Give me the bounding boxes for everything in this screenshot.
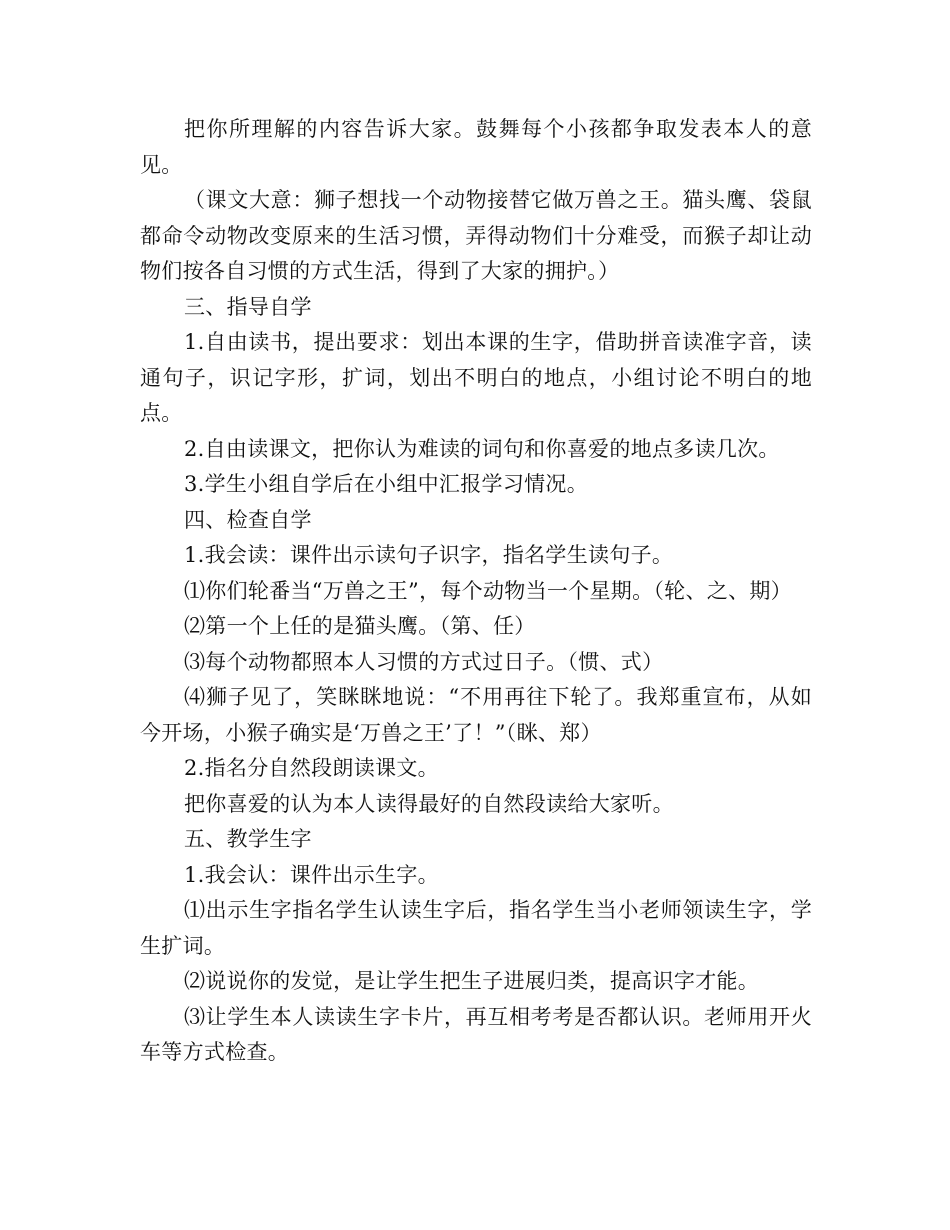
paragraph: ⑴出示生字指名学生认读生字后，指名学生当小老师领读生字，学生扩词。 xyxy=(140,898,812,958)
section-heading: 四、检查自学 xyxy=(184,507,312,532)
section-heading: 五、教学生字 xyxy=(184,827,312,851)
paragraph: 把你所理解的内容告诉大家。鼓舞每个小孩都争取发表本人的意见。 xyxy=(140,117,812,177)
paragraph: ⑵第一个上任的是猫头鹰。（第、任） xyxy=(184,614,536,638)
paragraph: 把你喜爱的认为本人读得最好的自然段读给大家听。 xyxy=(184,791,674,816)
paragraph: ⑶让学生本人读读生字卡片，再互相考考是否都认识。老师用开火车等方式检查。 xyxy=(140,1004,812,1064)
section-heading: 三、指导自学 xyxy=(184,294,312,319)
paragraph: ⑷狮子见了，笑眯眯地说：“不用再往下轮了。我郑重宣布，从如今开场，小猴子确实是‘万兽之王’了！”（眯、郑） xyxy=(140,685,812,745)
paragraph: 3.学生小组自学后在小组中汇报学习情况。 xyxy=(184,472,589,496)
paragraph: 2.自由读课文，把你认为难读的词句和你喜爱的地点多读几次。 xyxy=(184,436,780,461)
paragraph: ⑵说说你的发觉，是让学生把生子进展归类，提高识字才能。 xyxy=(184,969,760,993)
paragraph: 1.我会读：课件出示读句子识字，指名学生读句子。 xyxy=(184,543,674,567)
paragraph: ⑶每个动物都照本人习惯的方式过日子。（惯、式） xyxy=(184,649,664,674)
paragraph: 2.指名分自然段朗读课文。 xyxy=(184,756,439,780)
paragraph: 1.自由读书，提出要求：划出本课的生字，借助拼音读准字音，读通句子，识记字形，扩词，划出不明白的地点，小组讨论不明白的地点。 xyxy=(140,330,812,425)
paragraph: ⑴你们轮番当“万兽之王”，每个动物当一个星期。（轮、之、期） xyxy=(184,578,792,603)
paragraph: 1.我会认：课件出示生字。 xyxy=(184,862,439,887)
paragraph: （课文大意：狮子想找一个动物接替它做万兽之王。猫头鹰、袋鼠都命令动物改变原来的生活习惯，弄得动物们十分难受，而猴子却让动物们按各自习惯的方式生活，得到了大家的拥护。） xyxy=(140,188,812,283)
document-body xyxy=(140,112,812,1071)
